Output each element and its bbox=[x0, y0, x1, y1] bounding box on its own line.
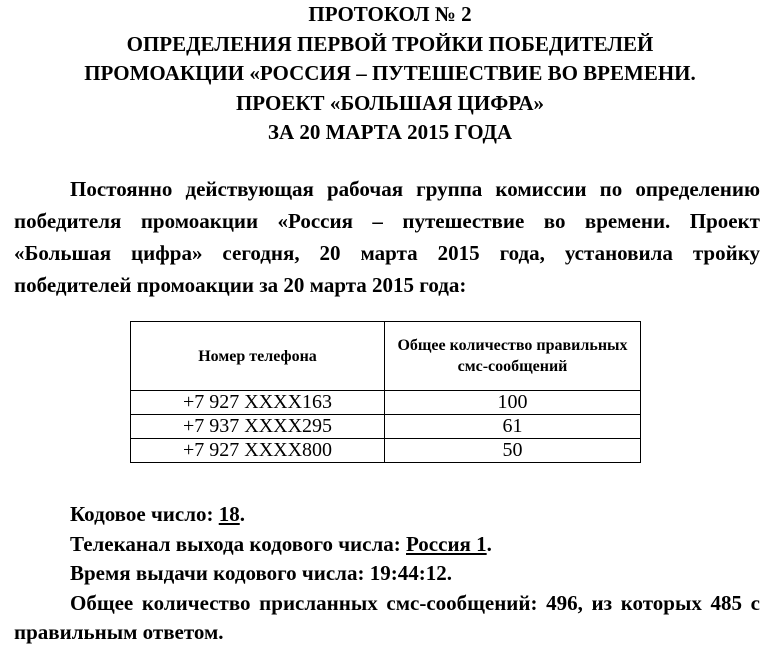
phone-cell: +7 937 XXXX295 bbox=[131, 415, 385, 439]
code-number-line bbox=[14, 500, 760, 530]
table-row bbox=[131, 439, 641, 463]
time-value: 19:44:12 bbox=[369, 561, 447, 585]
table-row bbox=[131, 391, 641, 415]
title-line-date: ЗА 20 МАРТА 2015 ГОДА bbox=[267, 120, 513, 144]
code-number-label: Кодовое число: bbox=[70, 502, 219, 526]
time-end: . bbox=[446, 561, 452, 585]
count-cell: 100 bbox=[385, 391, 641, 415]
header-sms-count: Общее количество правильных смс-сообщений bbox=[385, 322, 641, 391]
title-line-project: ПРОЕКТ «БОЛЬШАЯ ЦИФРА» bbox=[235, 90, 545, 115]
title-line-promo: ПРОМОАКЦИИ «РОССИЯ – ПУТЕШЕСТВИЕ ВО ВРЕМЕНИ. bbox=[84, 61, 696, 85]
channel-value: Россия 1 bbox=[406, 531, 487, 556]
channel-line bbox=[14, 530, 760, 560]
code-number-value: 18 bbox=[218, 502, 240, 526]
title-line-protocol: ПРОТОКОЛ № 2 bbox=[308, 2, 472, 26]
count-cell: 50 bbox=[385, 439, 641, 463]
intro-paragraph: Постоянно действующая рабочая группа комиссии по определению победителя промоакции «Россия – путешествие во времени. Проект «Большая цифра» сегодня, 20 марта 2015 года, установила тройку победителей промоакции за 20 марта 2015 года: bbox=[14, 177, 760, 297]
channel-end: . bbox=[486, 531, 492, 556]
sms-total-line: Общее количество присланных смс-сообщений: 496, из которых 485 с правильным ответом. bbox=[14, 590, 760, 644]
channel-label: Телеканал выхода кодового числа: bbox=[70, 531, 406, 556]
table-row bbox=[131, 415, 641, 439]
title-line-determination: ОПРЕДЕЛЕНИЯ ПЕРВОЙ ТРОЙКИ ПОБЕДИТЕЛЕЙ bbox=[126, 31, 654, 56]
winners-table bbox=[130, 321, 641, 463]
time-line bbox=[14, 559, 760, 589]
phone-cell: +7 927 XXXX163 bbox=[131, 391, 385, 415]
header-phone: Номер телефона bbox=[131, 322, 385, 391]
table-header-row bbox=[131, 322, 641, 391]
phone-cell: +7 927 XXXX800 bbox=[131, 439, 385, 463]
results-footer bbox=[14, 500, 760, 648]
time-label: Время выдачи кодового числа: bbox=[70, 561, 370, 585]
document-title bbox=[0, 0, 780, 148]
count-cell: 61 bbox=[385, 415, 641, 439]
code-number-end: . bbox=[239, 502, 245, 526]
